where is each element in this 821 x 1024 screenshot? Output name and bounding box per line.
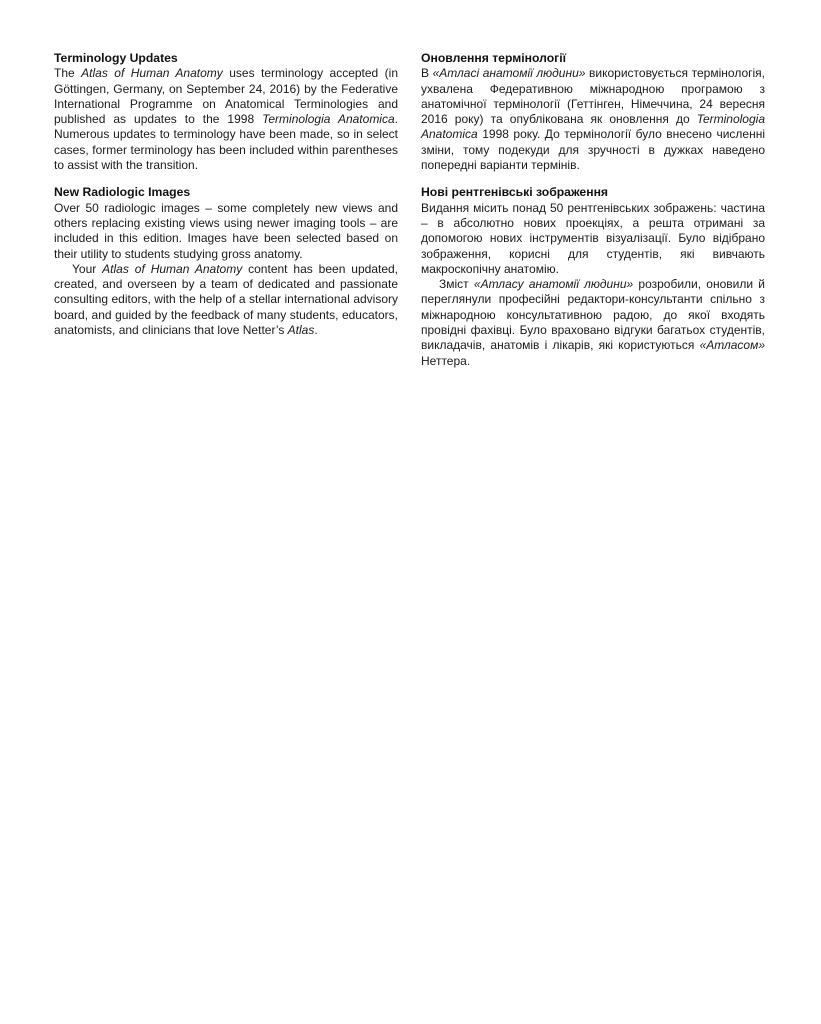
text-run: The (54, 66, 82, 81)
text-run: Зміст (439, 277, 474, 292)
atlas-title-italic: «Атласу анатомії людини» (473, 277, 634, 292)
terminologia-anatomica-italic: Terminologia Anatomica (262, 112, 395, 127)
atlas-title-italic: Atlas of Human Anatomy (81, 66, 223, 81)
radiologic-heading-uk: Нові рентгенівські зображення (421, 185, 609, 200)
text-run: content has been updated, created, and overseen by a team of dedicated and passionate consulting editors, with the help of a stellar international advisory board, and guided by the feedback of many students, educators, anatomists, and clinicians that love Netter’s (54, 261, 399, 338)
terminologia-anatomica-italic: Terminologia Anatomica (421, 112, 765, 142)
ukrainian-column (421, 51, 765, 381)
radiologic-paragraph-2-en (54, 262, 398, 338)
atlas-italic: «Атласом» (699, 338, 765, 353)
atlas-title-italic: Atlas of Human Anatomy (102, 261, 243, 276)
text-run: . Numerous updates to terminology have been made, so in select cases, former terminology has been included within parentheses to assist with the transition. (54, 112, 398, 173)
terminology-paragraph-en (54, 66, 398, 173)
terminology-section-uk (421, 51, 765, 173)
atlas-title-italic: «Атласі анатомії людини» (432, 66, 586, 81)
text-run: розробили, оновили й переглянули професійні редактори-консультанти спільно з міжнародною консультативною радою, до якої входять провідні фахівці. Було враховано відгуки багатьох студентів, викладачів, анатомів і лікарів, які користуються (421, 277, 766, 353)
radiologic-paragraph-2-uk (421, 277, 765, 369)
text-run: Your (72, 261, 103, 276)
text-run: В (421, 66, 433, 81)
text-run: . (314, 323, 318, 338)
atlas-italic: Atlas (287, 323, 315, 338)
text-run: Неттера. (421, 353, 471, 368)
terminology-section-en (54, 51, 398, 173)
radiologic-heading-en: New Radiologic Images (54, 185, 191, 200)
terminology-heading-uk: Оновлення термінології (421, 51, 567, 65)
radiologic-paragraph-1-uk: Видання місить понад 50 рентгенівських зображень: частина – в абсолютно нових проекціях, а решта отримані за допомогою нових інструментів візуалізації. Було відібрано зображення, корисні для студентів, які вивчають макроскопічну анатомію. (421, 200, 765, 276)
text-run: 1998 року. До термінології було внесено численні зміни, тому подекуди для зручності в дужках наведено попередні варіанти термінів. (421, 127, 765, 173)
terminology-paragraph-uk (421, 66, 765, 173)
radiologic-section-en (54, 185, 398, 338)
text-run: uses terminology accepted (in Göttingen, Germany, on September 24, 2016) by the Federative International Programme on Anatomical Terminologies and published as updates to the 1998 (54, 66, 399, 127)
terminology-heading-en: Terminology Updates (54, 51, 178, 65)
radiologic-section-uk (421, 185, 765, 369)
english-column (54, 51, 398, 350)
radiologic-paragraph-1-en: Over 50 radiologic images – some completely new views and others replacing existing views using newer imaging tools – are included in this edition. Images have been selected based on their utility to students studying gross anatomy. (54, 200, 398, 261)
text-run: використовується термінологія, ухвалена Федеративною міжнародною програмою з анатомічної термінології (Геттінген, Німеччина, 24 вересня 2016 року) та опублікована як оновлення до (421, 66, 765, 127)
